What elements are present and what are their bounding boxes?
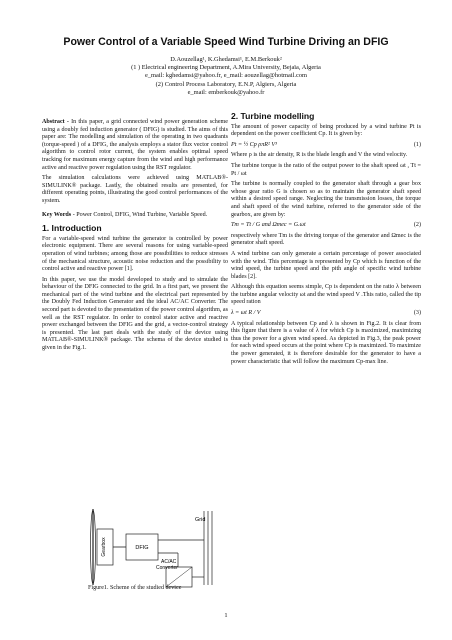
intro-paragraph-2: In this paper, we use the model developed to study and to simulate the behaviour of the DFIG connected to the grid. In a first part, we present the mechanical part of the wind turbine and the electrical part represented by the Doubly Fed Induction Generator and the ideal AC/AC Converter. The second part is devoted to the presentation of the power control algorithm, as well as the RST regulator. In order to control stator active and reactive power exchanged between the DFIG and the grid, a vector-control strategy is presented. The last part deals with the study of the device using MATLAB®-SIMULINK® package. The schema of the device studied is given in the Fig.1. [42,276,228,352]
keywords [42,212,228,220]
equation-2 [231,222,421,230]
figure-1-caption: Figure1. Scheme of the studied device [88,585,182,591]
paper-title: Power Control of a Variable Speed Wind Turbine Driving an DFIG [63,36,389,48]
section-1-heading: 1. Introduction [42,223,102,234]
equation-1 [231,142,421,150]
abstract-text-2: The simulation calculations were achieved using MATLAB®-SIMULINK® package. Lastly, the obtained results are presented, for different operating points, illustrating the good control performances of the system. [42,175,228,204]
turbine-paragraph-1: The amount of power capacity of being produced by a wind turbine Pt is dependent on the power coefficient Cp. It is given by: [231,123,421,138]
emails-1[interactable]: e_mail: kghedamsi@yahoo.fr, e_mail: aouzellag@hotmail.com [144,72,307,80]
left-column [42,119,228,356]
converter-label-2: Converter [156,565,178,571]
figure-1-diagram [86,503,234,591]
abstract-text: In this paper, a grid connected wind power generation scheme using a doubly fed induction generator ( DFIG) is studied. The aims of this paper are: The modelling and simulation of the operating in two quadrants (torque-speed ) of a DFIG, the analysis employs a stator flux vector control algorithm to control rotor current, the system enables optimal speed tracking for maximum energy capture from the wind and high performance active and reactive power regulation using the RST regulator. [42,119,228,171]
intro-paragraph-1: For a variable-speed wind turbine the generator is controlled by power electronic equipment. There are several reasons for using variable-speed operation of wind turbines; among those are possibilities to reduce stresses of the mechanical structure, acoustic noise reduction and the possibility to control active and reactive power [1]. [42,235,228,273]
equation-2-number: (2) [413,222,421,229]
turbine-paragraph-6: A wind turbine can only generate a certain percentage of power associated with the wind. This percentage is represented by Cp which is function of the wind speed, the turbine speed and the pith angle of specific wind turbine blades [2]. [231,250,421,280]
turbine-paragraph-5: respectively where Tm is the driving torque of the generator and Ωmec is the generator shaft speed. [231,232,421,247]
turbine-paragraph-3: The turbine torque is the ratio of the output power to the shaft speed ωt , Tt = Pt / ωt [231,162,421,177]
dfig-label: DFIG [135,545,149,551]
equation-1-number: (1) [413,141,421,148]
section-2-heading: 2. Turbine modelling [231,111,315,121]
abstract-label: Abstract - [42,119,69,125]
converter-label-1: AC/AC [161,559,177,565]
equation-3-number: (3) [413,310,421,317]
grid-label: Grid [195,517,206,523]
equation-2-body: Tm = Tt / G and Ωmec = G.ωt [231,222,306,229]
turbine-paragraph-8: A typical relationship between Cp and λ is shown in Fig.2. It is clear from this figure that there is a value of λ for which Cp is maximized, maximizing thus the power for a given wind speed. As depicted in Fig.3, the peak power for each wind speed occurs at the point where Cp is maximized. To maximize the power generated, it is therefore desirable for the generator to have a power characteristic that will follow the maximum Cp-max line. [231,320,421,365]
turbine-paragraph-2: Where ρ is the air density, R is the blade length and V the wind velocity. [231,152,408,159]
equation-1-body: Pt = ½ Cp ρπR² V³ [231,141,277,148]
gearbox-label: Gearbox [101,537,107,557]
right-column [231,111,421,369]
keywords-label: Key Words [42,211,72,218]
turbine-paragraph-4: The turbine is normally coupled to the generator shaft through a gear box whose gear ratio G is chosen so as to maintain the generator shaft speed within a desired speed range. Neglecting the transmission losses, the torque and shaft speed of the wind turbine, referred to the generator side of the gearbox, are given by: [231,181,421,218]
author-block [0,56,452,97]
equation-3-body: λ = ωt R / V [231,310,261,317]
turbine-paragraph-7: Although this equation seems simple, Cp is dependent on the ratio λ between the turbine angular velocity ωt and the wind speed V .This ratio, called the tip speed ration [231,284,421,306]
affiliation-2: (2) Control Process Laboratory, E.N.P, Algiers, Algeria [155,80,297,88]
keywords-text: - Power Control, DFIG, Wind Turbine, Variable Speed. [71,211,208,218]
authors: D.Aouzellag¹, K.Ghedamsi¹, E.M.Berkouk² [170,56,282,63]
page-number: 1 [224,612,228,619]
email-2[interactable]: e_mail: emberkouk@yahoo.fr [187,88,265,96]
abstract [42,119,228,172]
affiliation-1: (1 ) Electrical engineering Department, A.Mira University, Bejaïa, Algeria [131,64,321,72]
equation-3 [231,310,421,318]
